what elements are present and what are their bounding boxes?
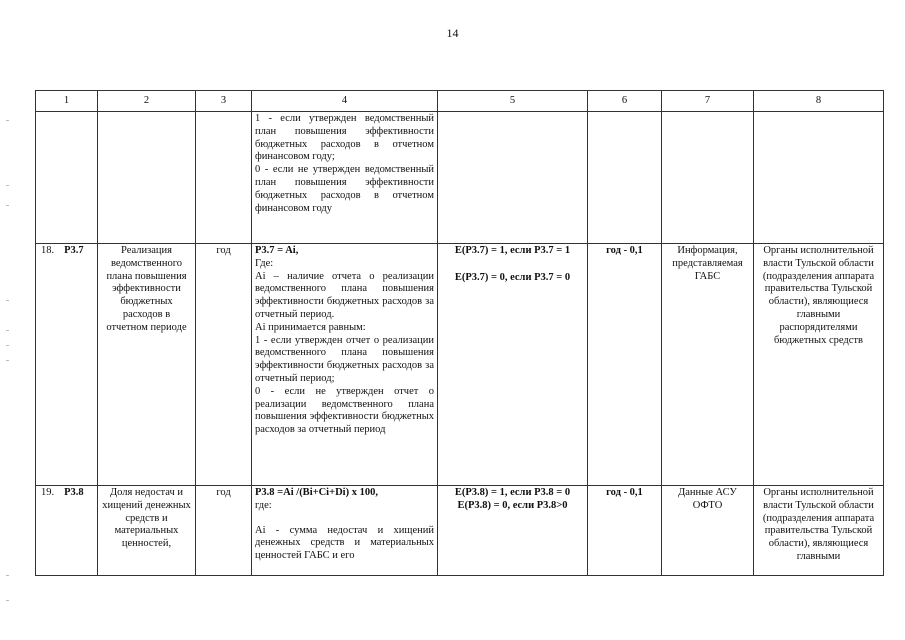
indicator-period: год [196,486,252,576]
binding-margin-marks [6,0,14,640]
indicator-weight: год - 0,1 [588,244,662,486]
data-source: Информация, представляемая ГАБС [662,244,754,486]
formula-main: P3.7 = Ai, [255,245,299,256]
formula-accepts: Ai принимается равным: [255,321,366,333]
cont-cell-2 [98,112,196,244]
indicator-code: P3.8 [64,487,84,498]
estimate-cell [438,244,588,486]
responsible-bodies: Органы исполнительной власти Тульской области (подразделения аппарата правительства Тульской области), являющиеся главными распорядителями бюджетных средств [754,244,884,486]
row-number: 18. [41,245,55,256]
page-number: 14 [446,26,459,40]
continuation-row [36,112,884,244]
row-number: 19. [41,487,55,498]
cont-cell-7 [662,112,754,244]
formula-main: P3.8 =Ai /(Bi+Ci+Di) x 100, [255,487,378,498]
responsible-bodies: Органы исполнительной власти Тульской области (подразделения аппарата правительства Тульской области), являющиеся главными [754,486,884,576]
formula-where: Где: [255,257,274,269]
header-cell-1: 1 [36,91,98,112]
formula-value-zero: 0 - если не утвержден отчет о реализации ведомственного плана повышения эффективности бюджетных расходов за отчетный период [255,385,434,436]
indicator-weight: год - 0,1 [588,486,662,576]
row-number-cell [36,486,98,576]
indicator-code: P3.7 [64,245,84,256]
formula-definition: Ai - сумма недостач и хищений денежных средств и материальных ценностей ГАБС и его [255,524,434,562]
cont-cell-8 [754,112,884,244]
header-cell-5: 5 [438,91,588,112]
cont-cell-1 [36,112,98,244]
estimate-line-1: E(P3.8) = 1, если P3.8 = 0 [454,487,571,498]
header-cell-8: 8 [754,91,884,112]
header-cell-4: 4 [252,91,438,112]
estimate-line-2: E(P3.7) = 0, если P3.7 = 0 [454,271,571,283]
header-cell-7: 7 [662,91,754,112]
formula-where: где: [255,499,272,511]
estimate-cell [438,486,588,576]
indicator-formula [252,244,438,486]
column-number-row [36,91,884,112]
header-cell-3: 3 [196,91,252,112]
formula-definition: Ai – наличие отчета о реализации ведомственного плана повышения эффективности бюджетных расходов за отчетный период. [255,270,434,320]
indicator-period: год [196,244,252,486]
row-number-cell [36,244,98,486]
indicators-table [35,90,884,576]
formula-value-one: 1 - если утвержден отчет о реализации ведомственного плана повышения эффективности бюджетных расходов за отчетный период; [255,334,434,384]
cont-cell-6 [588,112,662,244]
header-cell-6: 6 [588,91,662,112]
estimate-line-1: E(P3.7) = 1, если P3.7 = 1 [454,245,571,256]
indicator-name: Реализация ведомственного плана повышения эффективности бюджетных расходов в отчетном периоде [98,244,196,486]
cont-cell-5 [438,112,588,244]
cont-value-one: 1 - если утвержден ведомственный план повышения эффективности бюджетных расходов в отчетном финансовом году; [255,113,434,163]
header-cell-2: 2 [98,91,196,112]
table-row [36,244,884,486]
table-row [36,486,884,576]
indicator-formula [252,486,438,576]
estimate-line-2: E(P3.8) = 0, если P3.8>0 [457,499,568,511]
data-source: Данные АСУ ОФТО [662,486,754,576]
indicator-name: Доля недостач и хищений денежных средств и материальных ценностей, [98,486,196,576]
cont-cell-3 [196,112,252,244]
cont-formula-cell [252,112,438,244]
cont-value-zero: 0 - если не утвержден ведомственный план повышения эффективности бюджетных расходов в отчетном финансовом году [255,164,434,214]
